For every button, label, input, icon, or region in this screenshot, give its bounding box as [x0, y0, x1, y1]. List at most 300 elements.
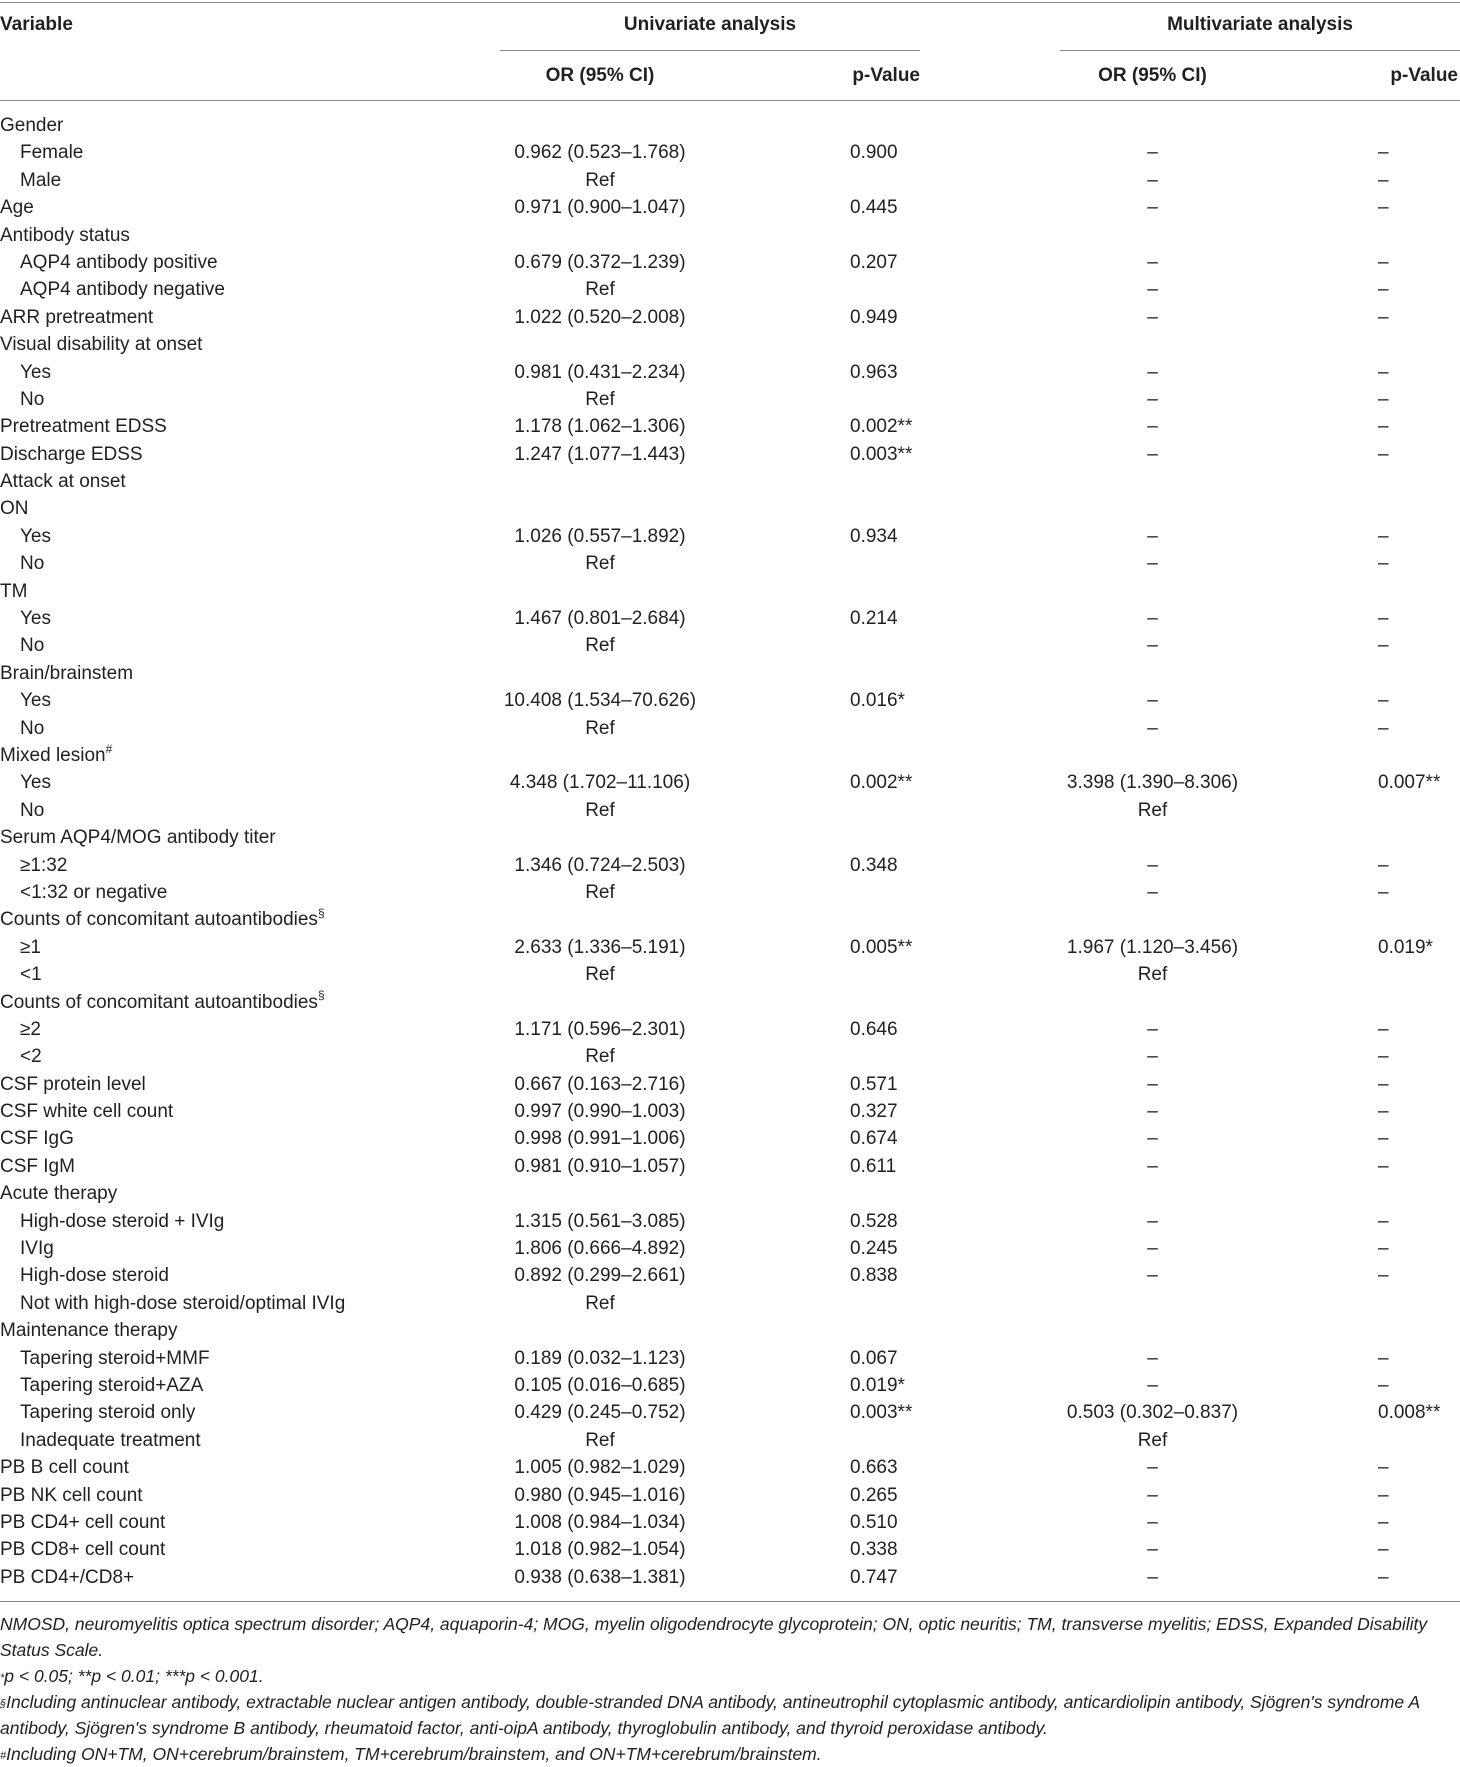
- uni-p-cell: 0.002**: [850, 772, 913, 794]
- footnote: [0, 1689, 1460, 1741]
- variable-label: ≥1: [20, 936, 41, 958]
- footnote-mark: #: [0, 1750, 7, 1762]
- variable-label: Pretreatment EDSS: [0, 416, 167, 438]
- footnote: [0, 1741, 1460, 1767]
- multi-or-cell: –: [1147, 1374, 1158, 1396]
- variable-label: Not with high-dose steroid/optimal IVIg: [20, 1292, 346, 1314]
- variable-cell: [20, 1043, 42, 1070]
- multi-or-cell: –: [1147, 1457, 1158, 1479]
- table-row: [0, 441, 1460, 468]
- variable-label: Inadequate treatment: [20, 1429, 201, 1451]
- multi-p-cell: –: [1378, 635, 1389, 657]
- table-row: [0, 276, 1460, 303]
- table-row: [0, 632, 1460, 659]
- variable-cell: [20, 1345, 210, 1372]
- table-row: [0, 769, 1460, 796]
- multi-or-cell: –: [1147, 279, 1158, 301]
- uni-or-cell: 4.348 (1.702–11.106): [509, 772, 691, 794]
- table-row: [0, 1427, 1460, 1454]
- multi-or-cell: –: [1147, 251, 1158, 273]
- footnote-mark: §: [0, 1698, 7, 1710]
- uni-or-header: OR (95% CI): [545, 65, 655, 86]
- multi-or-cell: Ref: [1137, 799, 1168, 821]
- variable-cell: [0, 578, 27, 605]
- uni-or-cell: 1.171 (0.596–2.301): [514, 1018, 686, 1040]
- variable-cell: [20, 852, 67, 879]
- variable-cell: [0, 660, 133, 687]
- multi-or-cell: –: [1147, 361, 1158, 383]
- variable-label: Tapering steroid only: [20, 1402, 196, 1424]
- table-footnotes: [0, 1611, 1460, 1767]
- multi-or-cell: –: [1147, 388, 1158, 410]
- multi-p-cell: –: [1378, 1484, 1389, 1506]
- multi-or-header: OR (95% CI): [1098, 65, 1207, 86]
- table-row: [0, 660, 1460, 687]
- uni-or-cell: 1.022 (0.520–2.008): [514, 306, 686, 328]
- variable-cell: [0, 906, 325, 933]
- multi-p-cell: –: [1378, 388, 1389, 410]
- variable-label: No: [20, 388, 45, 410]
- uni-or-cell: Ref: [585, 388, 615, 410]
- footnote-text: Including ON+TM, ON+cerebrum/brainstem, TM+cerebrum/brainstem, and ON+TM+cerebrum/brainstem.: [6, 1744, 822, 1764]
- table-bottom-rule: [0, 1601, 1460, 1602]
- variable-cell: [20, 523, 51, 550]
- variable-cell: [0, 304, 153, 331]
- uni-p-cell: 0.005**: [850, 936, 913, 958]
- multi-p-cell: –: [1378, 443, 1389, 465]
- multi-or-cell: –: [1147, 1101, 1158, 1123]
- table-row: [0, 112, 1460, 139]
- multi-or-cell: –: [1147, 1347, 1158, 1369]
- table-row: [0, 1235, 1460, 1262]
- uni-or-cell: 0.429 (0.245–0.752): [514, 1402, 686, 1424]
- variable-label: ≥1:32: [20, 854, 68, 876]
- multi-p-cell: –: [1378, 142, 1389, 164]
- variable-label: Yes: [20, 608, 51, 630]
- variable-label: High-dose steroid + IVIg: [20, 1210, 225, 1232]
- variable-cell: [0, 1098, 173, 1125]
- uni-or-cell: 0.189 (0.032–1.123): [514, 1347, 686, 1369]
- uni-p-cell: 0.338: [850, 1539, 898, 1561]
- uni-or-cell: Ref: [585, 553, 615, 575]
- multivariate-header: Multivariate analysis: [1167, 14, 1353, 35]
- uni-p-cell: 0.003**: [850, 443, 913, 465]
- variable-label: PB B cell count: [0, 1457, 129, 1479]
- uni-p-cell: 0.002**: [850, 416, 913, 438]
- uni-p-cell: 0.327: [850, 1101, 898, 1123]
- variable-label: CSF protein level: [0, 1073, 146, 1095]
- uni-p-cell: 0.963: [850, 361, 898, 383]
- multi-p-cell: 0.007**: [1378, 772, 1441, 794]
- multi-p-cell: –: [1378, 1265, 1389, 1287]
- variable-cell: [20, 797, 44, 824]
- table-row: [0, 1153, 1460, 1180]
- variable-label: IVIg: [20, 1238, 54, 1260]
- multi-p-cell: –: [1378, 169, 1389, 191]
- variable-cell: [20, 359, 51, 386]
- variable-label: PB CD4+/CD8+: [0, 1566, 135, 1588]
- table-top-rule: [0, 2, 1460, 3]
- variable-label: Discharge EDSS: [0, 443, 143, 465]
- uni-p-cell: 0.016*: [850, 690, 905, 712]
- multi-or-cell: –: [1147, 1018, 1158, 1040]
- table-row: [0, 167, 1460, 194]
- variable-label: Acute therapy: [0, 1183, 118, 1205]
- variable-label: Counts of concomitant autoantibodies: [0, 991, 318, 1013]
- table-row: [0, 906, 1460, 933]
- variable-cell: [20, 1016, 41, 1043]
- variable-label: ON: [0, 498, 29, 520]
- table-row: [0, 523, 1460, 550]
- multi-p-cell: –: [1378, 279, 1389, 301]
- variable-cell: [20, 934, 41, 961]
- uni-or-cell: 1.806 (0.666–4.892): [514, 1238, 686, 1260]
- multi-p-cell: –: [1378, 881, 1389, 903]
- variable-cell: [0, 331, 202, 358]
- uni-p-header: p-Value: [852, 65, 920, 86]
- table-row: [0, 1043, 1460, 1070]
- variable-cell: [0, 468, 126, 495]
- variable-label: <1:32 or negative: [20, 881, 168, 903]
- variable-cell: [20, 1290, 345, 1317]
- variable-label: Tapering steroid+MMF: [20, 1347, 210, 1369]
- variable-cell: [20, 961, 42, 988]
- multi-or-cell: –: [1147, 443, 1158, 465]
- multi-or-cell: –: [1147, 1484, 1158, 1506]
- variable-cell: [0, 112, 63, 139]
- uni-or-cell: 0.892 (0.299–2.661): [514, 1265, 686, 1287]
- multi-or-cell: –: [1147, 881, 1158, 903]
- multi-p-cell: –: [1378, 690, 1389, 712]
- table-row: [0, 742, 1460, 769]
- multi-or-cell: –: [1147, 608, 1158, 630]
- uni-or-cell: Ref: [585, 964, 615, 986]
- uni-p-cell: 0.611: [850, 1155, 897, 1177]
- variable-label: Brain/brainstem: [0, 662, 134, 684]
- variable-cell: [20, 249, 218, 276]
- multi-or-cell: 1.967 (1.120–3.456): [1066, 936, 1239, 958]
- uni-or-cell: 1.018 (0.982–1.054): [514, 1539, 686, 1561]
- table-row: [0, 1317, 1460, 1344]
- variable-label: ARR pretreatment: [0, 306, 154, 328]
- uni-or-cell: 0.667 (0.163–2.716): [514, 1073, 686, 1095]
- multi-p-cell: –: [1378, 1347, 1389, 1369]
- variable-label: AQP4 antibody negative: [20, 279, 225, 301]
- variable-label: AQP4 antibody positive: [20, 251, 218, 273]
- uni-or-cell: 1.247 (1.077–1.443): [514, 443, 686, 465]
- table-row: [0, 715, 1460, 742]
- table-row: [0, 1536, 1460, 1563]
- table-row: [0, 1372, 1460, 1399]
- variable-cell: [20, 769, 51, 796]
- variable-cell: [20, 1235, 54, 1262]
- variable-cell: [20, 605, 51, 632]
- footnote-text: Including antinuclear antibody, extractable nuclear antigen antibody, double-stranded DNA antibody, antineutrophil cytoplasmic antibody, anticardiolipin antibody, Sjögren's syndrome A antibody, Sjögren's syndrome B antibody, rheumatoid factor, anti-oipA antibody, thyroglobulin antibody, and thyroid peroxidase antibody.: [0, 1692, 1420, 1738]
- multi-or-cell: 3.398 (1.390–8.306): [1066, 772, 1239, 794]
- multi-or-cell: –: [1147, 1210, 1158, 1232]
- uni-p-cell: 0.003**: [850, 1402, 913, 1424]
- table-row: [0, 934, 1460, 961]
- uni-p-cell: 0.674: [850, 1128, 898, 1150]
- variable-label: Female: [20, 142, 84, 164]
- multi-or-cell: –: [1147, 306, 1158, 328]
- multi-or-cell: 0.503 (0.302–0.837): [1066, 1402, 1239, 1424]
- table-row: [0, 1290, 1460, 1317]
- uni-or-cell: Ref: [585, 169, 615, 191]
- table-row: [0, 550, 1460, 577]
- table-row: [0, 1125, 1460, 1152]
- uni-or-cell: 1.178 (1.062–1.306): [514, 416, 686, 438]
- multi-or-cell: –: [1147, 1539, 1158, 1561]
- uni-or-cell: 1.346 (0.724–2.503): [514, 854, 686, 876]
- uni-p-cell: 0.245: [850, 1238, 898, 1260]
- uni-or-cell: 1.315 (0.561–3.085): [514, 1210, 686, 1232]
- table-row: [0, 605, 1460, 632]
- multi-p-cell: –: [1378, 1101, 1389, 1123]
- uni-or-cell: Ref: [585, 635, 615, 657]
- variable-cell: [0, 1153, 75, 1180]
- multi-p-cell: –: [1378, 1018, 1389, 1040]
- table-row: [0, 1180, 1460, 1207]
- table-row: [0, 852, 1460, 879]
- uni-p-cell: 0.528: [850, 1210, 898, 1232]
- multi-or-cell: –: [1147, 553, 1158, 575]
- multi-or-cell: –: [1147, 416, 1158, 438]
- table-row: [0, 1482, 1460, 1509]
- multi-p-cell: –: [1378, 717, 1389, 739]
- variable-cell: [20, 1262, 169, 1289]
- table-row: [0, 1454, 1460, 1481]
- variable-label: Visual disability at onset: [0, 334, 203, 356]
- footnote-marker: #: [105, 741, 113, 756]
- variable-cell: [0, 1180, 117, 1207]
- multi-p-cell: –: [1378, 416, 1389, 438]
- variable-cell: [0, 495, 29, 522]
- table-row: [0, 1208, 1460, 1235]
- variable-label: <1: [20, 964, 42, 986]
- uni-p-cell: 0.019*: [850, 1374, 905, 1396]
- uni-or-cell: 0.962 (0.523–1.768): [514, 142, 686, 164]
- uni-p-cell: 0.265: [850, 1484, 898, 1506]
- variable-cell: [20, 715, 44, 742]
- variable-cell: [20, 1208, 224, 1235]
- multi-p-cell: –: [1378, 1155, 1389, 1177]
- variable-label: No: [20, 717, 45, 739]
- multi-p-cell: –: [1378, 1566, 1389, 1588]
- multi-or-cell: –: [1147, 197, 1158, 219]
- table-row: [0, 1564, 1460, 1591]
- variable-label: No: [20, 553, 45, 575]
- uni-p-cell: 0.838: [850, 1265, 898, 1287]
- table-row: [0, 1509, 1460, 1536]
- table-row: [0, 687, 1460, 714]
- variable-label: Maintenance therapy: [0, 1320, 178, 1342]
- multi-p-cell: –: [1378, 1457, 1389, 1479]
- variable-label: TM: [0, 580, 28, 602]
- uni-or-cell: 0.997 (0.990–1.003): [514, 1101, 686, 1123]
- footnote-mark: *: [0, 1672, 5, 1684]
- uni-p-cell: 0.900: [850, 142, 898, 164]
- multi-p-cell: –: [1378, 525, 1389, 547]
- variable-label: PB CD4+ cell count: [0, 1511, 166, 1533]
- multi-p-cell: –: [1378, 553, 1389, 575]
- multi-or-cell: Ref: [1137, 1429, 1168, 1451]
- uni-p-cell: 0.445: [850, 197, 898, 219]
- multi-or-cell: –: [1147, 1073, 1158, 1095]
- multi-or-cell: –: [1147, 690, 1158, 712]
- uni-or-cell: 0.998 (0.991–1.006): [514, 1128, 686, 1150]
- table-row: [0, 194, 1460, 221]
- uni-or-cell: Ref: [585, 799, 615, 821]
- uni-p-cell: 0.207: [850, 251, 898, 273]
- multi-p-cell: –: [1378, 1128, 1389, 1150]
- multi-p-cell: –: [1378, 1238, 1389, 1260]
- table-row: [0, 1399, 1460, 1426]
- multi-or-cell: Ref: [1137, 964, 1168, 986]
- variable-label: Age: [0, 197, 34, 219]
- table-row: [0, 139, 1460, 166]
- variable-cell: [0, 1454, 129, 1481]
- multi-or-cell: –: [1147, 1046, 1158, 1068]
- table-row: [0, 304, 1460, 331]
- uni-p-cell: 0.510: [850, 1511, 898, 1533]
- table-row: [0, 331, 1460, 358]
- variable-cell: [20, 386, 44, 413]
- table-row: [0, 468, 1460, 495]
- uni-or-cell: 0.971 (0.900–1.047): [514, 197, 686, 219]
- variable-cell: [0, 413, 167, 440]
- multi-or-cell: –: [1147, 854, 1158, 876]
- multi-or-cell: –: [1147, 525, 1158, 547]
- multi-or-cell: –: [1147, 142, 1158, 164]
- uni-or-cell: 0.980 (0.945–1.016): [514, 1484, 686, 1506]
- variable-label: PB NK cell count: [0, 1484, 143, 1506]
- variable-cell: [0, 989, 325, 1016]
- variable-cell: [20, 139, 83, 166]
- variable-label: High-dose steroid: [20, 1265, 169, 1287]
- variable-label: Yes: [20, 525, 51, 547]
- multi-or-cell: –: [1147, 1566, 1158, 1588]
- variable-cell: [20, 687, 51, 714]
- variable-cell: [0, 1509, 165, 1536]
- multi-p-cell: –: [1378, 1374, 1389, 1396]
- multi-p-cell: –: [1378, 1210, 1389, 1232]
- variable-label: CSF IgM: [0, 1155, 75, 1177]
- multi-or-cell: –: [1147, 1155, 1158, 1177]
- variable-cell: [0, 222, 130, 249]
- uni-or-cell: 0.105 (0.016–0.685): [514, 1374, 686, 1396]
- table-row: [0, 413, 1460, 440]
- multi-or-cell: –: [1147, 717, 1158, 739]
- variable-header: Variable: [0, 14, 73, 35]
- uni-or-cell: 1.467 (0.801–2.684): [514, 608, 686, 630]
- uni-or-cell: 10.408 (1.534–70.626): [503, 690, 697, 712]
- uni-p-cell: 0.949: [850, 306, 898, 328]
- multivariate-group-rule: [1060, 50, 1460, 51]
- multi-p-cell: 0.019*: [1378, 936, 1433, 958]
- uni-p-cell: 0.663: [850, 1457, 898, 1479]
- table-row: [0, 1345, 1460, 1372]
- table-row: [0, 386, 1460, 413]
- variable-cell: [0, 742, 112, 769]
- uni-p-cell: 0.571: [850, 1073, 898, 1095]
- variable-label: No: [20, 635, 45, 657]
- multi-p-cell: –: [1378, 1539, 1389, 1561]
- variable-cell: [20, 1399, 195, 1426]
- table-body: [0, 112, 1460, 1591]
- multi-p-cell: –: [1378, 251, 1389, 273]
- uni-p-cell: 0.646: [850, 1018, 898, 1040]
- multi-p-cell: –: [1378, 1073, 1389, 1095]
- variable-cell: [0, 1536, 165, 1563]
- uni-or-cell: 0.981 (0.910–1.057): [514, 1155, 686, 1177]
- footnote-text: p < 0.05; **p < 0.01; ***p < 0.001.: [4, 1666, 264, 1686]
- variable-cell: [20, 550, 44, 577]
- table-header-rule: [0, 100, 1460, 101]
- uni-or-cell: Ref: [585, 279, 615, 301]
- table-row: [0, 1098, 1460, 1125]
- uni-or-cell: 0.938 (0.638–1.381): [514, 1566, 686, 1588]
- table-row: [0, 495, 1460, 522]
- variable-label: Counts of concomitant autoantibodies: [0, 909, 318, 931]
- footnote-marker: §: [317, 906, 325, 920]
- footnote-text: NMOSD, neuromyelitis optica spectrum disorder; AQP4, aquaporin-4; MOG, myelin oligodendrocyte glycoprotein; ON, optic neuritis; TM, transverse myelitis; EDSS, Expanded Disability Status Scale.: [0, 1614, 1428, 1660]
- variable-cell: [20, 1427, 201, 1454]
- uni-or-cell: 1.026 (0.557–1.892): [514, 525, 686, 547]
- variable-label: Serum AQP4/MOG antibody titer: [0, 827, 276, 849]
- variable-label: CSF white cell count: [0, 1101, 174, 1123]
- variable-label: Male: [20, 169, 62, 191]
- multi-p-cell: –: [1378, 854, 1389, 876]
- variable-label: CSF IgG: [0, 1128, 74, 1150]
- uni-or-cell: Ref: [585, 717, 615, 739]
- uni-or-cell: Ref: [585, 881, 615, 903]
- variable-label: Yes: [20, 361, 51, 383]
- table-row: [0, 1071, 1460, 1098]
- uni-or-cell: Ref: [585, 1429, 615, 1451]
- table-row: [0, 578, 1460, 605]
- uni-p-cell: 0.348: [850, 854, 898, 876]
- variable-cell: [20, 1372, 203, 1399]
- footnote: [0, 1663, 1460, 1689]
- variable-label: Gender: [0, 115, 64, 136]
- table-row: [0, 249, 1460, 276]
- footnote: [0, 1611, 1460, 1663]
- variable-cell: [20, 879, 167, 906]
- uni-or-cell: Ref: [585, 1046, 615, 1068]
- multi-or-cell: –: [1147, 1511, 1158, 1533]
- variable-cell: [0, 1125, 74, 1152]
- multi-or-cell: –: [1147, 635, 1158, 657]
- uni-p-cell: 0.747: [850, 1566, 898, 1588]
- variable-cell: [20, 167, 61, 194]
- uni-or-cell: 1.005 (0.982–1.029): [514, 1457, 686, 1479]
- variable-label: Attack at onset: [0, 471, 126, 493]
- multi-or-cell: –: [1147, 1265, 1158, 1287]
- variable-label: PB CD8+ cell count: [0, 1539, 166, 1561]
- variable-cell: [0, 1071, 146, 1098]
- multi-p-cell: –: [1378, 306, 1389, 328]
- variable-cell: [0, 824, 276, 851]
- multi-p-cell: –: [1378, 197, 1389, 219]
- multi-p-cell: 0.008**: [1378, 1402, 1441, 1424]
- table-row: [0, 222, 1460, 249]
- footnote-marker: §: [317, 988, 325, 1003]
- multi-p-cell: –: [1378, 1511, 1389, 1533]
- univariate-header: Univariate analysis: [623, 14, 797, 35]
- variable-cell: [0, 1317, 177, 1344]
- multi-p-cell: –: [1378, 608, 1389, 630]
